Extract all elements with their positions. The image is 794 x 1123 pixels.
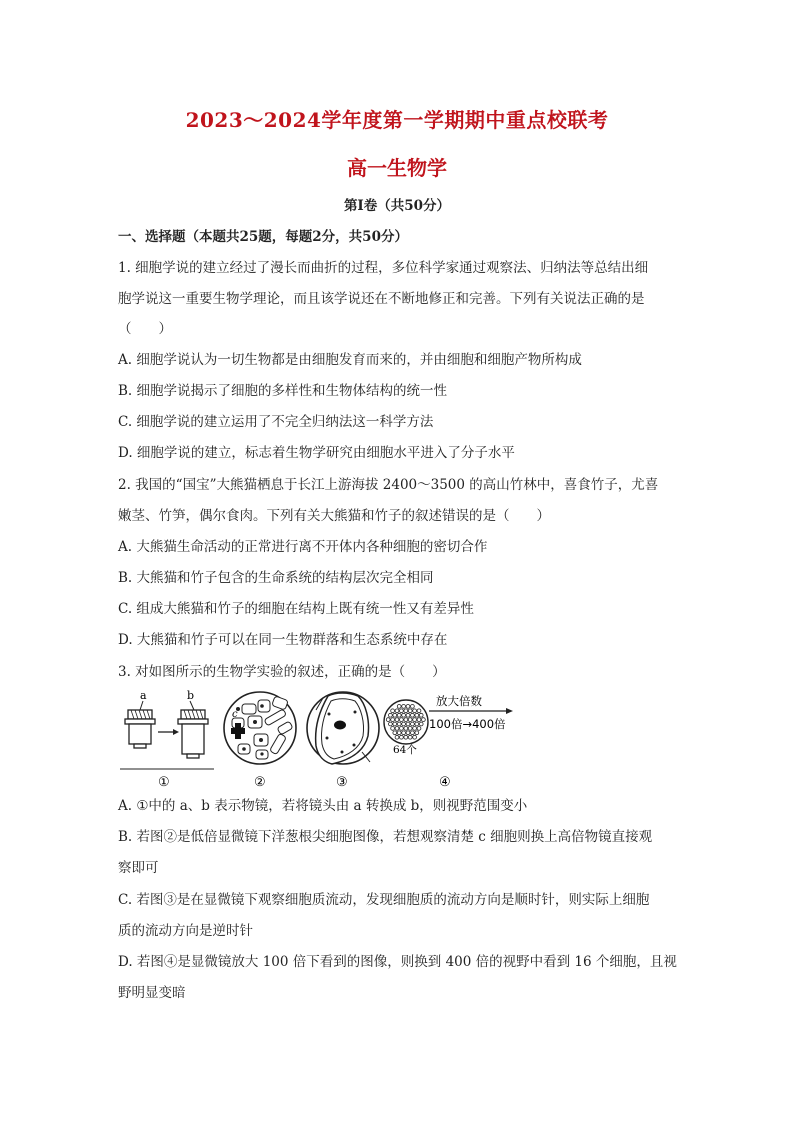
field-cell [391,718,395,722]
field-cell [389,722,393,726]
field-cell [397,722,401,726]
field-cell [393,722,397,726]
field-cell [413,718,417,722]
field-cell [402,731,406,735]
field-cell [395,718,399,722]
field-cell [406,713,410,717]
cell-c-label: c [232,709,238,720]
field-cell [406,705,410,709]
field-cell [391,727,395,731]
q3-option-c-line-1: C. 若图③是在显微镜下观察细胞质流动，发现细胞质的流动方向是顺时针，则实际上细胞 [118,892,650,908]
q1-stem-line-2: 胞学说这一重要生物学理论，而且该学说还在不断地修正和完善。下列有关说法正确的是 [118,291,645,307]
field-cell [389,713,393,717]
panel-4-label: ④ [439,775,451,790]
q2-stem-line-2: 嫩茎、竹笋，偶尔食肉。下列有关大熊猫和竹子的叙述错误的是（ ） [118,508,550,524]
field-cell [404,735,408,739]
part-title: 第Ⅰ卷（共50分） [343,198,451,214]
field-cell [402,713,406,717]
field-cell [402,722,406,726]
field-cell [395,709,399,713]
field-cell [419,713,423,717]
q2-option-d: D. 大熊猫和竹子可以在同一生物群落和生态系统中存在 [118,632,448,648]
field-cell [417,718,421,722]
field-cell [408,718,412,722]
panel-2-label: ② [254,775,266,790]
q3-option-c-line-2: 质的流动方向是逆时针 [118,923,253,939]
q3-option-d-line-2: 野明显变暗 [118,985,186,1001]
q1-option-a: A. 细胞学说认为一切生物都是由细胞发育而来的，并由细胞和细胞产物所构成 [118,352,582,368]
q2-option-a: A. 大熊猫生命活动的正常进行离不开体内各种细胞的密切合作 [118,539,488,555]
field-cell [419,722,423,726]
field-cell [422,718,426,722]
field-cell [400,727,404,731]
field-cell [408,709,412,713]
field-cell [400,718,404,722]
q3-option-d-line-1: D. 若图④是显微镜放大 100 倍下看到的图像，则换到 400 倍的视野中看到 16 个细胞，且视 [118,954,677,970]
q1-stem-line-1: 1. 细胞学说的建立经过了漫长而曲折的过程，多位科学家通过观察法、归纳法等总结出细 [118,260,649,276]
field-cell [415,713,419,717]
q3-option-b-line-1: B. 若图②是低倍显微镜下洋葱根尖细胞图像，若想观察清楚 c 细胞则换上高倍物镜直接观 [118,829,653,845]
field-cell [417,709,421,713]
q3-option-b-line-2: 察即可 [118,860,159,876]
field-cell [406,731,410,735]
magnification-label: 放大倍数 [436,694,482,708]
section-heading: 一、选择题（本题共25题，每题2分，共50分） [118,229,408,245]
field-cell [397,705,401,709]
field-cell [386,718,390,722]
field-cell [393,713,397,717]
panel-3-label: ③ [336,775,348,790]
field-cell [406,722,410,726]
field-cell [408,735,412,739]
q2-option-b: B. 大熊猫和竹子包含的生命系统的结构层次完全相同 [118,570,434,586]
panel-1-label: ① [158,775,170,790]
field-cell [393,731,397,735]
field-cell [417,727,421,731]
lens-a-label: a [140,690,147,702]
lens-b-label: b [187,690,195,702]
q2-stem-line-1: 2. 我国的“国宝”大熊猫栖息于长江上游海拔 2400～3500 的高山竹林中，喜食竹子，尤喜 [118,477,659,493]
root-tip-cells-panel [224,692,296,790]
q1-option-d: D. 细胞学说的建立，标志着生物学研究由细胞水平进入了分子水平 [118,445,515,461]
q3-stem-line-1: 3. 对如图所示的生物学实验的叙述，正确的是（ ） [118,664,446,680]
field-cell [413,709,417,713]
field-cell [413,727,417,731]
field-cell [404,709,408,713]
objective-lenses-panel [120,690,214,790]
q2-option-c: C. 组成大熊猫和竹子的细胞在结构上既有统一性又有差异性 [118,601,474,617]
field-cell [397,713,401,717]
field-cell [404,718,408,722]
field-cell [408,727,412,731]
field-cell [400,709,404,713]
field-cell [413,735,417,739]
field-cell [395,735,399,739]
field-cell [411,705,415,709]
field-cell [397,731,401,735]
field-cell [415,722,419,726]
cell-field-panel [384,694,513,790]
microscope-figure [118,690,518,790]
field-cell [411,722,415,726]
exam-title: 2023～2024学年度第一学期期中重点校联考 [185,108,609,132]
plant-cell-panel [307,692,379,790]
field-cell [400,735,404,739]
field-cell [395,727,399,731]
subject-title: 高一生物学 [347,156,447,180]
cell-count-label: 64个 [393,744,417,756]
field-cell [411,731,415,735]
q1-stem-line-3: （ ） [118,321,172,337]
q3-option-a: A. ①中的 a、b 表示物镜，若将镜头由 a 转换成 b，则视野范围变小 [118,798,528,814]
field-cell [402,705,406,709]
q1-option-b: B. 细胞学说揭示了细胞的多样性和生物体结构的统一性 [118,383,448,399]
field-cell [391,709,395,713]
field-cell [404,727,408,731]
q1-option-c: C. 细胞学说的建立运用了不完全归纳法这一科学方法 [118,414,434,430]
field-cell [411,713,415,717]
field-cell [415,731,419,735]
magnification-change-label: 100倍→400倍 [429,717,506,731]
